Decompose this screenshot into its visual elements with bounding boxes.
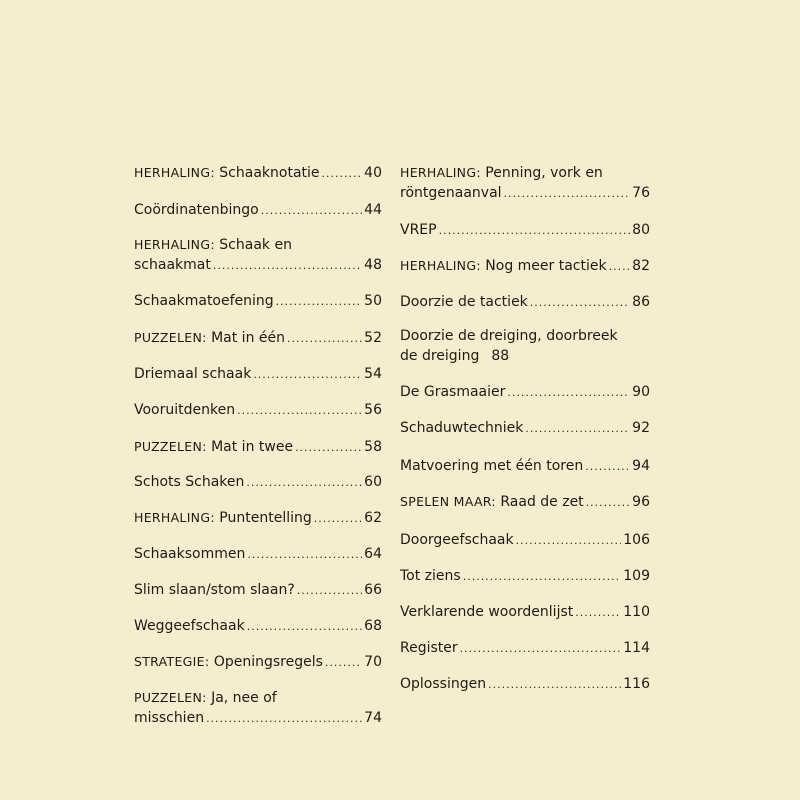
toc-entry[interactable] <box>400 674 650 695</box>
dot-leader <box>488 675 621 695</box>
dot-leader <box>525 419 630 439</box>
toc-entry-title-text: Penning, vork en <box>485 165 603 181</box>
toc-page-number: 52 <box>364 330 382 346</box>
toc-entry-title-text: Raad de zet <box>500 494 584 510</box>
toc-entry[interactable] <box>134 580 382 601</box>
toc-entry-kicker: HERHALING: <box>134 165 215 180</box>
dot-leader <box>325 653 362 673</box>
toc-entry[interactable] <box>134 200 382 221</box>
toc-page-number: 74 <box>364 710 382 726</box>
toc-entry-title-text: Mat in één <box>211 330 285 346</box>
dot-leader <box>586 493 630 513</box>
dot-leader <box>504 184 631 204</box>
toc-entry-title <box>134 364 251 384</box>
toc-entry-title-text: Vooruitdenken <box>134 402 236 418</box>
toc-entry-title-text: Nog meer tactiek <box>485 258 607 274</box>
toc-entry[interactable] <box>400 220 650 241</box>
toc-entry-kicker: PUZZELEN: <box>134 439 207 454</box>
toc-entry-kicker: PUZZELEN: <box>134 690 207 705</box>
dot-leader <box>460 639 622 659</box>
toc-entry-title-continued: misschien <box>134 710 205 726</box>
toc-entry-title-text: Coördinatenbingo <box>134 202 259 218</box>
toc-entry-title <box>134 235 292 255</box>
toc-entry-title-text: Puntentelling <box>219 510 312 526</box>
toc-entry-title <box>400 602 573 622</box>
toc-page-number: 64 <box>364 546 382 562</box>
dot-leader <box>237 401 362 421</box>
toc-entry[interactable] <box>400 492 650 513</box>
toc-entry-title-text: Ja, nee of <box>211 690 277 706</box>
dot-leader <box>213 256 362 276</box>
toc-entry-title <box>134 163 320 183</box>
toc-entry-title <box>134 400 235 420</box>
toc-page-number: 50 <box>364 293 382 309</box>
toc-page-number: 66 <box>364 582 382 598</box>
toc-page-number: 88 <box>491 348 510 364</box>
toc-entry-title-text: Schaak en <box>219 237 292 253</box>
dot-leader <box>253 365 362 385</box>
toc-entry-title-text: Mat in twee <box>211 439 294 455</box>
toc-page-number: 90 <box>632 384 650 400</box>
toc-entry-title-text: Weggeefschaak <box>134 618 245 634</box>
toc-entry-title-text: Oplossingen <box>400 676 487 692</box>
toc-entry-title <box>400 674 486 694</box>
toc-entry[interactable] <box>400 292 650 313</box>
toc-entry-title <box>400 382 505 402</box>
toc-entry[interactable] <box>134 616 382 637</box>
toc-entry-kicker: PUZZELEN: <box>134 330 207 345</box>
toc-entry-title <box>134 544 245 564</box>
toc-page-number: 44 <box>364 202 382 218</box>
dot-leader <box>575 603 621 623</box>
toc-entry[interactable] <box>400 256 650 277</box>
toc-entry-title <box>400 456 583 476</box>
toc-entry-title <box>134 328 285 348</box>
toc-entry-kicker: SPELEN MAAR: <box>400 494 496 509</box>
toc-page-number: 70 <box>364 654 382 670</box>
dot-leader <box>295 438 362 458</box>
toc-entry-title <box>400 163 603 183</box>
toc-entry-kicker: STRATEGIE: <box>134 654 210 669</box>
toc-entry-title-text: Tot ziens <box>400 568 461 584</box>
dot-leader <box>530 293 630 313</box>
toc-page-number: 82 <box>632 258 650 274</box>
toc-entry-title-continued: röntgenaanval <box>400 185 502 201</box>
toc-page-number: 60 <box>364 474 382 490</box>
toc-page-number: 114 <box>623 640 650 656</box>
toc-entry[interactable] <box>134 364 382 385</box>
toc-entry-title <box>134 200 259 220</box>
toc-entry-title-text: Doorzie de tactiek <box>400 294 528 310</box>
toc-entry-title <box>134 437 293 457</box>
toc-entry[interactable] <box>134 400 382 421</box>
toc-entry-title-text: Schaaksommen <box>134 546 246 562</box>
toc-entry-title <box>134 291 274 311</box>
toc-page-number: 109 <box>623 568 650 584</box>
dot-leader <box>314 509 362 529</box>
toc-entry[interactable] <box>134 437 382 458</box>
toc-entry[interactable] <box>134 235 382 276</box>
toc-page-number: 106 <box>623 532 650 548</box>
toc-entry-title <box>400 292 528 312</box>
dot-leader <box>287 329 362 349</box>
toc-entry-title-text: Matvoering met één toren <box>400 458 584 474</box>
toc-entry-title-text: VREP <box>400 222 437 238</box>
dot-leader <box>507 383 630 403</box>
toc-entry[interactable] <box>400 602 650 623</box>
dot-leader <box>439 221 631 241</box>
toc-entry[interactable] <box>400 638 650 659</box>
toc-page-number: 86 <box>632 294 650 310</box>
dot-leader <box>585 457 630 477</box>
toc-page-number: 80 <box>632 222 650 238</box>
toc-entry-title-text: Verklarende woordenlijst <box>400 604 574 620</box>
toc-entry[interactable] <box>134 652 382 673</box>
toc-entry-title <box>134 472 244 492</box>
toc-entry[interactable] <box>400 163 650 204</box>
toc-entry-title <box>134 508 312 528</box>
toc-entry-title <box>400 326 618 346</box>
toc-page-number: 62 <box>364 510 382 526</box>
toc-entry-title <box>400 638 458 658</box>
toc-page-number: 58 <box>364 439 382 455</box>
toc-page-number: 94 <box>632 458 650 474</box>
toc-entry-title <box>400 530 514 550</box>
toc-entry-title-text: De Grasmaaier <box>400 384 506 400</box>
toc-entry[interactable] <box>400 566 650 587</box>
toc-entry-title-continued: de dreiging <box>400 348 480 364</box>
toc-page-number: 110 <box>623 604 650 620</box>
toc-page-number: 96 <box>632 494 650 510</box>
dot-leader <box>246 473 362 493</box>
toc-entry-title-continued: schaakmat <box>134 257 211 273</box>
toc-entry-title <box>134 580 295 600</box>
toc-entry-kicker: HERHALING: <box>134 237 215 252</box>
toc-entry-title-text: Doorgeefschaak <box>400 532 514 548</box>
toc-entry-title-text: Schaduwtechniek <box>400 420 524 436</box>
toc-entry[interactable] <box>134 163 382 184</box>
toc-entry-title <box>134 652 323 672</box>
toc-entry[interactable] <box>400 382 650 403</box>
dot-leader <box>322 164 363 184</box>
toc-entry-title-text: Schaakmatoefening <box>134 293 274 309</box>
toc-entry-title-text: Driemaal schaak <box>134 366 252 382</box>
toc-entry-kicker: HERHALING: <box>400 258 481 273</box>
toc-entry[interactable] <box>134 544 382 565</box>
toc-entry[interactable] <box>134 472 382 493</box>
toc-entry[interactable] <box>134 328 382 349</box>
toc-entry-title <box>400 256 607 276</box>
toc-entry-title <box>134 616 245 636</box>
toc-entry[interactable] <box>134 508 382 529</box>
toc-page-number: 68 <box>364 618 382 634</box>
toc-entry[interactable] <box>400 456 650 477</box>
toc-page-number: 92 <box>632 420 650 436</box>
dot-leader <box>206 709 362 729</box>
dot-leader <box>516 531 622 551</box>
toc-entry-title-text: Schots Schaken <box>134 474 245 490</box>
toc-entry[interactable] <box>400 418 650 439</box>
toc-entry-title-text: Doorzie de dreiging, doorbreek <box>400 328 618 344</box>
dot-leader <box>463 567 622 587</box>
toc-entry[interactable] <box>400 530 650 551</box>
dot-leader <box>247 617 362 637</box>
toc-page-number: 56 <box>364 402 382 418</box>
dot-leader <box>609 257 631 277</box>
toc-entry[interactable] <box>400 326 650 367</box>
toc-entry-kicker: HERHALING: <box>134 510 215 525</box>
toc-entry-title-text: Register <box>400 640 458 656</box>
toc-entry-title-text: Openingsregels <box>213 654 323 670</box>
toc-entry-title-text: Slim slaan/stom slaan? <box>134 582 295 598</box>
dot-leader <box>261 201 362 221</box>
dot-leader <box>297 581 362 601</box>
toc-page-number: 48 <box>364 257 382 273</box>
toc-entry[interactable] <box>134 291 382 312</box>
toc-page-number: 40 <box>364 165 382 181</box>
dot-leader <box>276 292 363 312</box>
toc-entry-title <box>400 220 437 240</box>
toc-entry-title <box>400 418 523 438</box>
toc-entry-title <box>134 688 277 708</box>
toc-entry-kicker: HERHALING: <box>400 165 481 180</box>
toc-entry-title <box>400 492 584 512</box>
toc-entry-title <box>400 566 461 586</box>
toc-entry[interactable] <box>134 688 382 729</box>
toc-entry-title-text: Schaaknotatie <box>219 165 320 181</box>
toc-page-number: 116 <box>623 676 650 692</box>
dot-leader <box>247 545 362 565</box>
toc-page-number: 54 <box>364 366 382 382</box>
toc-page-number: 76 <box>632 185 650 201</box>
